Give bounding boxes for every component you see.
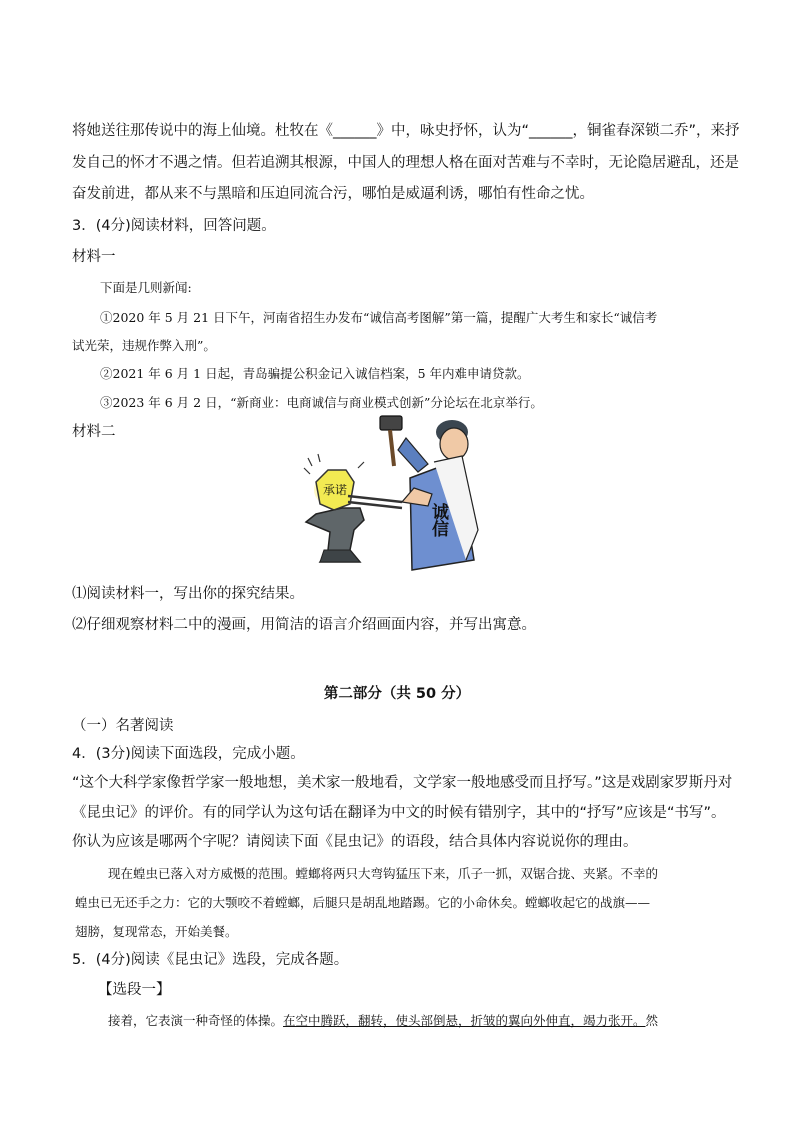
excerpt-line-2: 蝗虫已无还手之力：它的大颚咬不着螳螂，后腿只是胡乱地踏踢。它的小命休矣。螳螂收起它的战旗—— [75,895,651,910]
tongs-shape [348,496,402,508]
material-1-title: 材料一 [72,249,116,265]
selection-1-label: 【选段一】 [98,982,171,998]
question-4-line-1: “这个大科学家像哲学家一般地想，美术家一般地看，文学家一般地感受而且抒写。”这是戏剧家罗斯丹对 [72,775,733,791]
question-4-header: 4．(3分)阅读下面选段，完成小题。 [72,746,305,762]
selection-1-underlined: 在空中腾跃，翻转，使头部倒悬，折皱的翼向外伸直，竭力张开。 [283,1013,646,1028]
apron-text: 诚信 [428,503,448,537]
question-3-sub-1: ⑴阅读材料一，写出你的探究结果。 [72,586,304,602]
hammer-head [380,416,402,430]
stone-text: 承诺 [322,483,348,497]
question-3-header: 3．(4分)阅读材料，回答问题。 [72,218,276,234]
section-1-title: （一）名著阅读 [72,718,174,734]
intro-line-2: 发自己的怀才不遇之情。但若追溯其根源，中国人的理想人格在面对苦难与不幸时，无论隐居避乱，还是 [72,155,739,171]
question-4-line-3: 你认为应该是哪两个字呢？请阅读下面《昆虫记》的语段，结合具体内容说说你的理由。 [72,834,638,850]
news-1-line-a: ①2020 年 5 月 21 日下午，河南省招生办发布“诚信高考图解”第一篇，提醒广大考生和家长“诚信考 [100,310,658,325]
excerpt-line-3: 翅膀，复现常态，开始美餐。 [75,924,238,939]
question-3-sub-2: ⑵仔细观察材料二中的漫画，用简洁的语言介绍画面内容，并写出寓意。 [72,617,536,633]
integrity-cartoon-image [302,410,480,576]
selection-1-line [108,1011,658,1031]
news-1-line-b: 试光荣，违规作弊入刑”。 [72,338,216,353]
material-1-intro: 下面是几则新闻: [100,280,192,295]
intro-line-3: 奋发前进，都从来不与黑暗和压迫同流合污，哪怕是威逼利诱，哪怕有性命之忧。 [72,186,594,202]
hammer-handle [390,430,394,466]
selection-1-text-a: 接着，它表演一种奇怪的体操。 [108,1013,284,1028]
intro-line-1: 将她送往那传说中的海上仙境。杜牧在《______》中，咏史抒怀，认为“______，铜雀春深锁二乔”，来抒 [72,123,740,139]
news-2: ②2021 年 6 月 1 日起，青岛骗提公积金记入诚信档案，5 年内难申请贷款。 [100,366,530,381]
selection-1-text-c: 然 [645,1013,659,1028]
question-5-header: 5．(4分)阅读《昆虫记》选段，完成各题。 [72,952,349,968]
part-2-title: 第二部分（共 50 分） [323,686,471,702]
news-3: ③2023 年 6 月 2 日，“新商业：电商诚信与商业模式创新”分论坛在北京举行。 [100,395,543,410]
material-2-title: 材料二 [72,424,116,440]
excerpt-line-1: 现在蝗虫已落入对方威慑的范围。螳螂将两只大弯钩猛压下来，爪子一抓，双锯合拢、夹紧。不幸的 [108,866,659,881]
question-4-line-2: 《昆虫记》的评价。有的同学认为这句话在翻译为中文的时候有错别字，其中的“抒写”应该是“书写”。 [72,805,726,821]
